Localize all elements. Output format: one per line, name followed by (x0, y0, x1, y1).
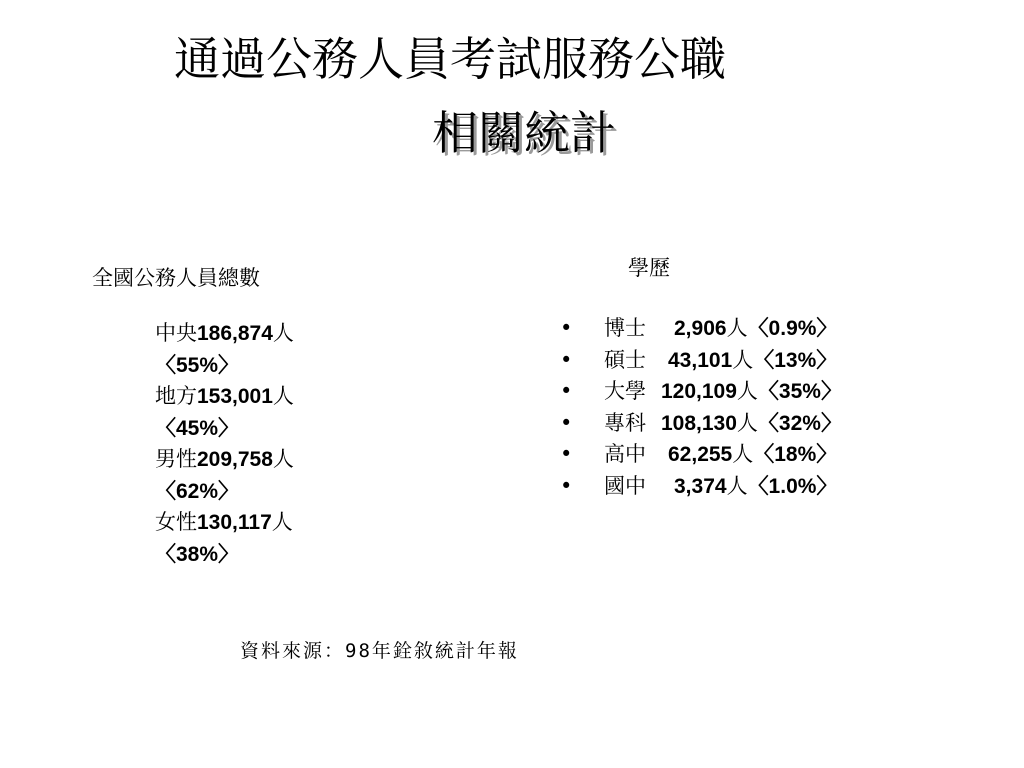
edu-figure (674, 313, 837, 345)
edu-pct: 〈13%〉 (753, 348, 838, 372)
stat-male-pct: 〈62%〉 (155, 479, 240, 503)
edu-level: 專科 (604, 410, 646, 435)
edu-unit: 人 (732, 347, 754, 372)
edu-figure (668, 439, 837, 471)
edu-figure (661, 408, 842, 440)
edu-level: 博士 (604, 316, 646, 340)
edu-value: 2,906 (674, 317, 727, 340)
edu-level: 國中 (604, 473, 646, 498)
edu-value: 3,374 (674, 474, 727, 498)
stat-label: 女性 (155, 510, 197, 534)
edu-value: 43,101 (668, 348, 733, 372)
bullet-icon: • (560, 316, 573, 340)
edu-value: 108,130 (661, 411, 737, 435)
stat-value: 130,117 (197, 511, 272, 534)
bullet-icon: • (560, 410, 573, 435)
stat-label: 中央 (155, 321, 197, 345)
bullet-icon: • (560, 473, 573, 498)
edu-figure (661, 376, 842, 408)
data-source-note: 資料來源：98年銓敘統計年報 (240, 640, 519, 662)
stat-male (155, 444, 294, 476)
edu-unit: 人 (736, 410, 758, 435)
bullet-icon: • (560, 442, 573, 466)
edu-pct: 〈35%〉 (757, 380, 842, 403)
edu-unit: 人 (736, 379, 758, 403)
edu-level: 碩士 (604, 347, 646, 372)
stat-unit: 人 (272, 447, 294, 471)
stat-value: 209,758 (197, 448, 273, 471)
stat-unit: 人 (271, 510, 293, 534)
edu-figure (674, 471, 837, 503)
education-heading: 學歷 (628, 256, 670, 280)
edu-unit: 人 (726, 473, 748, 498)
bullet-icon: • (560, 379, 573, 403)
stat-label: 地方 (155, 384, 197, 408)
stat-value: 153,001 (197, 385, 273, 408)
edu-value: 120,109 (661, 380, 737, 403)
edu-unit: 人 (726, 316, 748, 340)
edu-pct: 〈32%〉 (757, 411, 842, 435)
edu-figure (668, 345, 837, 377)
stat-local-pct: 〈45%〉 (155, 416, 240, 440)
slide-title-line2: 相關統計 (432, 106, 616, 160)
slide-title-line1: 通過公務人員考試服務公職 (174, 32, 726, 86)
stat-female-pct: 〈38%〉 (155, 542, 240, 566)
stat-label: 男性 (155, 447, 197, 471)
edu-level: 大學 (604, 379, 646, 403)
civil-servant-stats (155, 318, 294, 570)
stat-local (155, 381, 294, 413)
stat-unit: 人 (272, 384, 294, 408)
edu-level: 高中 (604, 442, 646, 466)
edu-pct: 〈18%〉 (753, 443, 838, 466)
bullet-icon: • (560, 347, 573, 372)
edu-pct: 〈0.9%〉 (747, 317, 838, 340)
stat-central-pct: 〈55%〉 (155, 353, 240, 377)
total-civil-servants-heading: 全國公務人員總數 (92, 266, 260, 290)
stat-value: 186,874 (197, 322, 273, 345)
edu-pct: 〈1.0%〉 (747, 474, 838, 498)
stat-female (155, 507, 294, 539)
stat-central (155, 318, 294, 350)
edu-value: 62,255 (668, 443, 733, 466)
edu-unit: 人 (732, 442, 754, 466)
stat-unit: 人 (272, 321, 294, 345)
